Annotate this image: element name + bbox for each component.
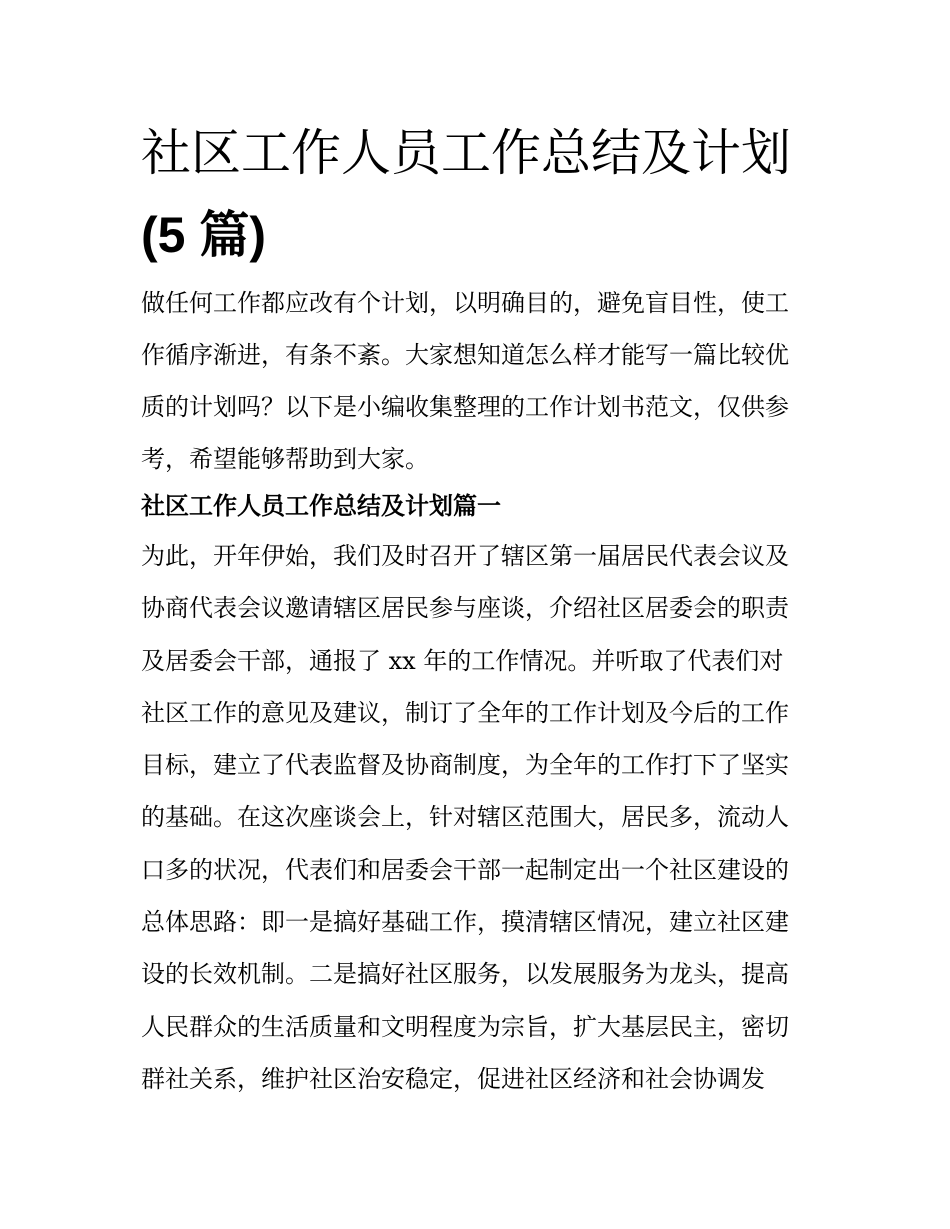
intro-line: 考，希望能够帮助到大家。 xyxy=(141,445,429,473)
title-line-1: 社区工作人员工作总结及计划 xyxy=(141,124,791,182)
body-line: 人民群众的生活质量和文明程度为宗旨，扩大基层民主，密切 xyxy=(141,1012,789,1041)
intro-line: 做任何工作都应改有个计划，以明确目的，避免盲目性，使工 xyxy=(141,289,789,317)
title-line-2: (5 篇) xyxy=(141,207,266,263)
body-line: 口多的状况，代表们和居委会干部一起制定出一个社区建设的 xyxy=(141,855,789,884)
body-line: 协商代表会议邀请辖区居民参与座谈，介绍社区居委会的职责 xyxy=(141,594,789,623)
body-paragraph xyxy=(141,536,813,1111)
section-heading: 社区工作人员工作总结及计划篇一 xyxy=(141,491,501,520)
body-line: 目标，建立了代表监督及协商制度，为全年的工作打下了坚实 xyxy=(141,751,789,780)
intro-line: 质的计划吗？以下是小编收集整理的工作计划书范文，仅供参 xyxy=(141,393,789,421)
body-line: 为此，开年伊始，我们及时召开了辖区第一届居民代表会议及 xyxy=(141,542,789,570)
document-title xyxy=(141,112,813,276)
body-line: 及居委会干部，通报了 xx 年的工作情况。并听取了代表们对 xyxy=(141,646,784,675)
body-line: 总体思路：即一是搞好基础工作，摸清辖区情况，建立社区建 xyxy=(141,908,789,937)
intro-paragraph xyxy=(141,283,813,491)
body-line: 群社关系，维护社区治安稳定，促进社区经济和社会协调发 xyxy=(141,1064,765,1093)
intro-line: 作循序渐进，有条不紊。大家想知道怎么样才能写一篇比较优 xyxy=(141,341,789,369)
body-line: 的基础。在这次座谈会上，针对辖区范围大，居民多，流动人 xyxy=(141,803,789,832)
body-line: 设的长效机制。二是搞好社区服务，以发展服务为龙头，提高 xyxy=(141,960,789,989)
body-line: 社区工作的意见及建议，制订了全年的工作计划及今后的工作 xyxy=(141,698,789,727)
